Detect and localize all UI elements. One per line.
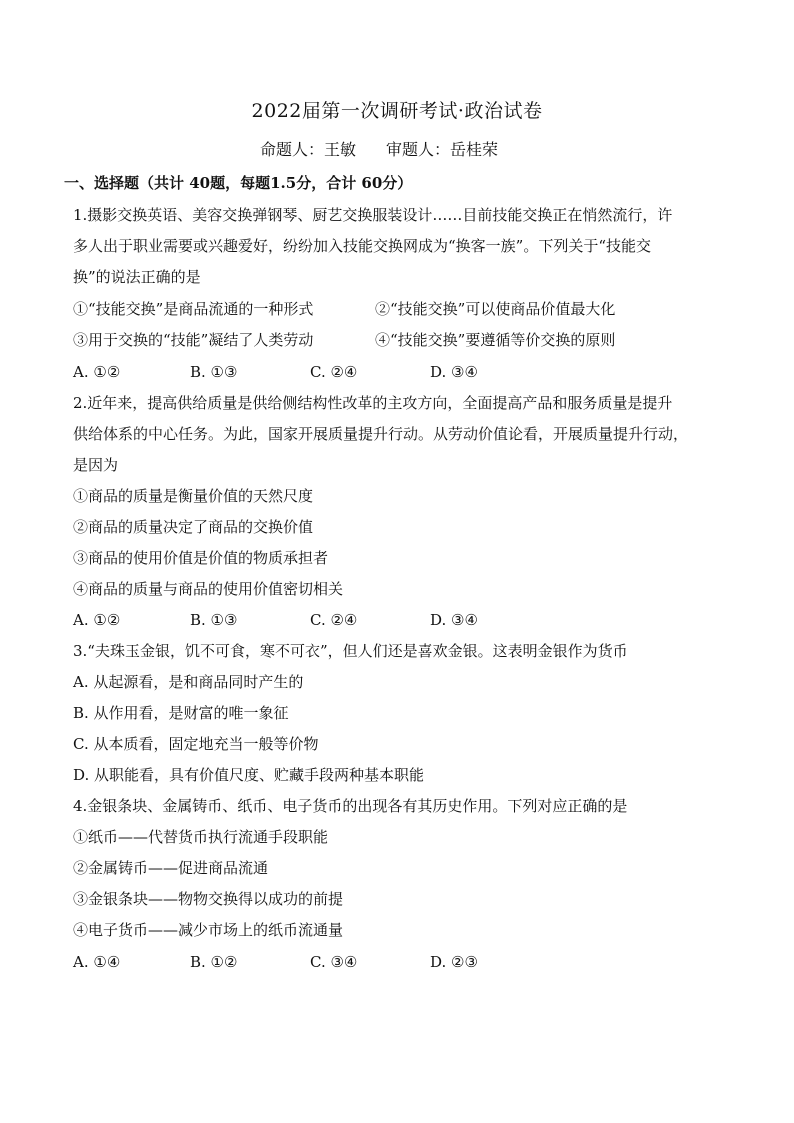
q3-choice-d: D. 从职能看，具有价值尺度、贮藏手段两种基本职能 — [73, 766, 425, 784]
q1-statement-1: ①“技能交换”是商品流通的一种形式 — [73, 300, 314, 318]
q2-stem-line3: 是因为 — [73, 456, 119, 474]
q1-stem-line3: 换”的说法正确的是 — [73, 268, 201, 286]
q1-choice-c: C. ②④ — [310, 363, 358, 381]
q2-statement-1: ①商品的质量是衡量价值的天然尺度 — [73, 487, 314, 505]
q4-statement-4: ④电子货币——减少市场上的纸币流通量 — [73, 921, 344, 939]
q4-statement-2: ②金属铸币——促进商品流通 — [73, 859, 269, 877]
setter-name: 命题人：王敏 — [260, 140, 357, 159]
q4-stem-line1: 4.金银条块、金属铸币、纸币、电子货币的出现各有其历史作用。下列对应正确的是 — [73, 797, 628, 815]
q1-stem-line1: 1.摄影交换英语、美容交换弹钢琴、厨艺交换服装设计……目前技能交换正在悄然流行，许 — [73, 206, 673, 224]
q1-stem-line2: 多人出于职业需要或兴趣爱好，纷纷加入技能交换网成为“换客一族”。下列关于“技能交 — [73, 237, 652, 255]
q2-choice-c: C. ②④ — [310, 611, 358, 629]
q2-stem-line2: 供给体系的中心任务。为此，国家开展质量提升行动。从劳动价值论看，开展质量提升行动， — [73, 425, 689, 443]
q2-choice-d: D. ③④ — [430, 611, 478, 629]
q1-choice-b: B. ①③ — [190, 363, 238, 381]
section-heading: 一、选择题（共计 40题，每题1.5分，合计 60分） — [64, 174, 413, 192]
q2-statement-4: ④商品的质量与商品的使用价值密切相关 — [73, 580, 344, 598]
q1-choice-a: A. ①② — [73, 363, 121, 381]
q4-choice-b: B. ①② — [190, 953, 238, 971]
q2-choice-a: A. ①② — [73, 611, 121, 629]
q4-statement-1: ①纸币——代替货币执行流通手段职能 — [73, 828, 329, 846]
reviewer-name: 审题人：岳桂荣 — [386, 140, 499, 159]
q4-choice-a: A. ①④ — [73, 953, 121, 971]
q4-choice-d: D. ②③ — [430, 953, 478, 971]
q1-statement-3: ③用于交换的“技能”凝结了人类劳动 — [73, 331, 314, 349]
q1-statement-4: ④“技能交换”要遵循等价交换的原则 — [375, 331, 616, 349]
author-line — [260, 139, 498, 161]
q2-stem-line1: 2.近年来，提高供给质量是供给侧结构性改革的主攻方向，全面提高产品和服务质量是提升 — [73, 394, 673, 412]
q3-choice-a: A. 从起源看，是和商品同时产生的 — [73, 673, 304, 691]
q1-statement-2: ②“技能交换”可以使商品价值最大化 — [375, 300, 616, 318]
q1-choice-d: D. ③④ — [430, 363, 478, 381]
q3-choice-c: C. 从本质看，固定地充当一般等价物 — [73, 735, 319, 753]
q3-choice-b: B. 从作用看，是财富的唯一象征 — [73, 704, 289, 722]
exam-title: 2022届第一次调研考试·政治试卷 — [251, 100, 543, 122]
q2-statement-3: ③商品的使用价值是价值的物质承担者 — [73, 549, 329, 567]
q4-statement-3: ③金银条块——物物交换得以成功的前提 — [73, 890, 344, 908]
q2-statement-2: ②商品的质量决定了商品的交换价值 — [73, 518, 314, 536]
q3-stem-line1: 3.“夫珠玉金银，饥不可食，寒不可衣”，但人们还是喜欢金银。这表明金银作为货币 — [73, 642, 628, 660]
q4-choice-c: C. ③④ — [310, 953, 358, 971]
q2-choice-b: B. ①③ — [190, 611, 238, 629]
